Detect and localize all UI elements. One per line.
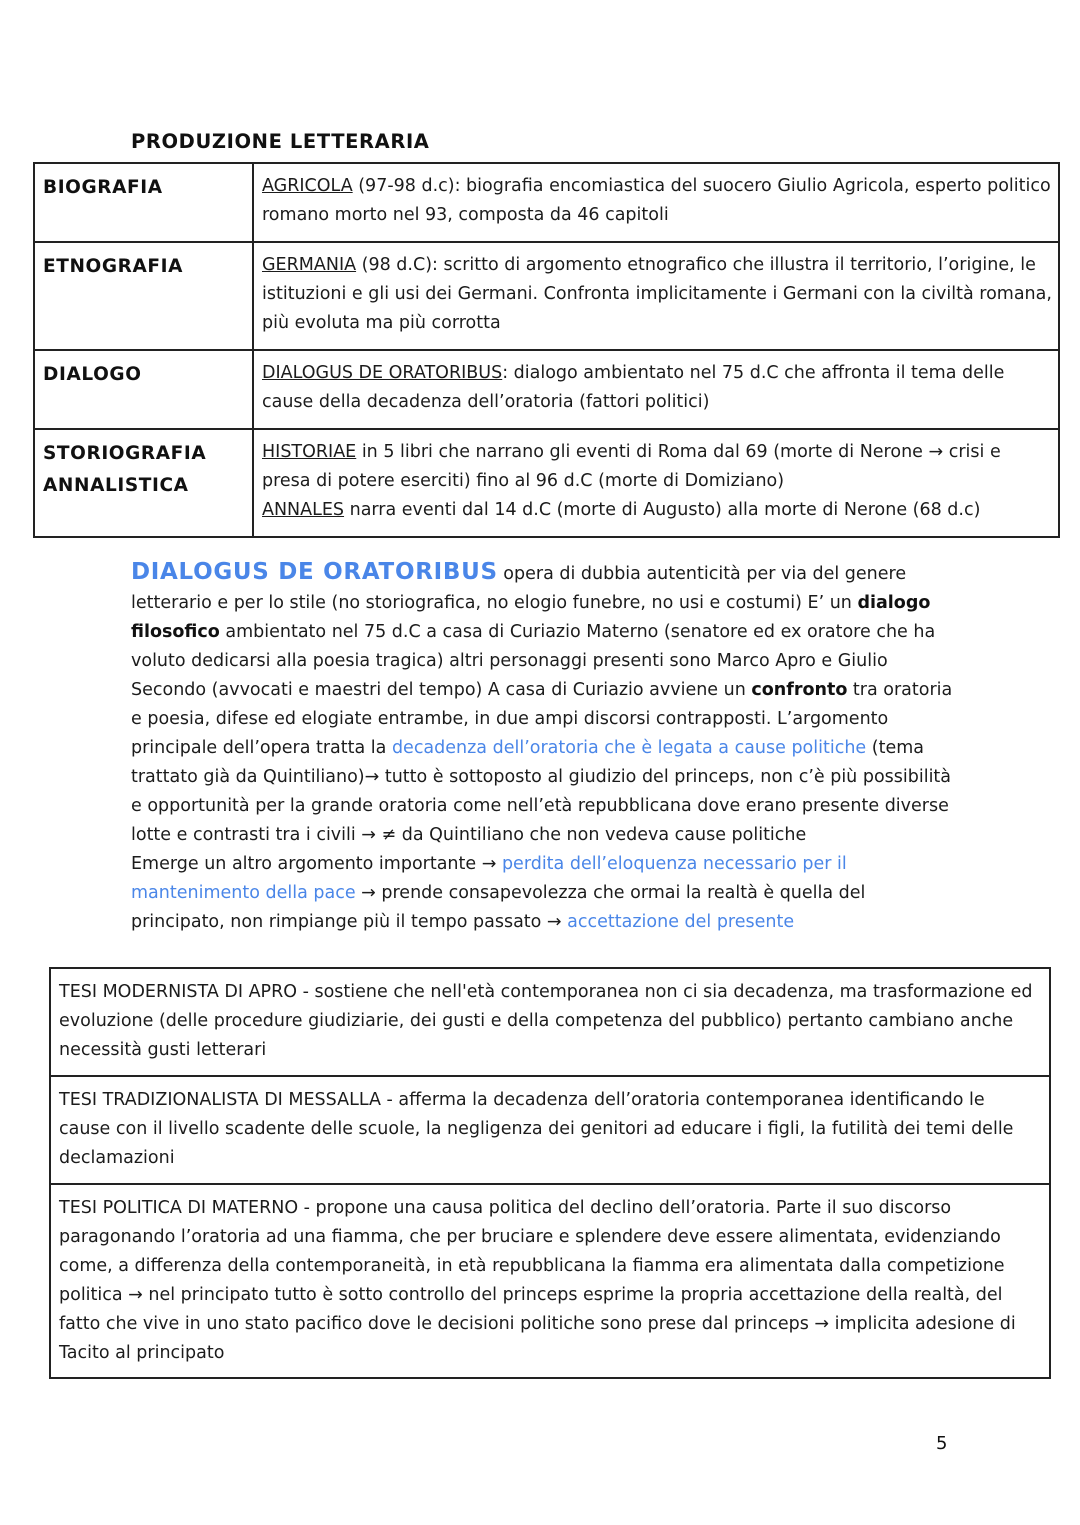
category-cell: BIOGRAFIA — [34, 163, 253, 242]
bold-term: dialogo filosofico — [131, 593, 931, 642]
literary-production-table — [33, 162, 1060, 538]
description-cell — [253, 242, 1059, 350]
body-text: tra oratoria e poesia, difese ed elogiate entrambe, in due ampi discorsi contrapposti. L’argomento principale dell’opera tratta la — [131, 680, 953, 758]
category-cell: STORIOGRAFIA ANNALISTICA — [34, 429, 253, 537]
category-cell: DIALOGO — [34, 350, 253, 429]
table-row — [50, 1076, 1050, 1184]
thesis-messalla: TESI TRADIZIONALISTA DI MESSALLA - afferma la decadenza dell’oratoria contemporanea identificando le cause con il livello scadente delle scuole, la negligenza dei genitori ad educare i figli, la futilità dei temi delle declamazioni — [50, 1076, 1050, 1184]
table-row — [34, 350, 1059, 429]
description-cell — [253, 429, 1059, 537]
section-heading: PRODUZIONE LETTERARIA — [131, 130, 430, 153]
work-title: GERMANIA — [262, 255, 357, 275]
table-row — [34, 242, 1059, 350]
body-text: → prende consapevolezza che ormai la realtà è quella del principato, non rimpiange più il tempo passato → — [131, 883, 866, 932]
thesis-apro: TESI MODERNISTA DI APRO - sostiene che nell'età contemporanea non ci sia decadenza, ma trasformazione ed evoluzione (delle procedure giudiziarie, dei gusti e della competenza del pubblico) pertanto cambiano anche necessità gusti letterari — [50, 968, 1050, 1076]
thesis-materno: TESI POLITICA DI MATERNO - propone una causa politica del declino dell’oratoria. Parte il suo discorso paragonando l’oratoria ad una fiamma, che per bruciare e splendere deve essere alimentata, evidenziando come, a differenza della contemporaneità, in età repubblicana la fiamma era alimentata dalla competizione politica → nel principato tutto è sotto controllo del princeps esprime la propria accettazione della realtà, del fatto che vive in uno stato pacifico dove le decisioni politiche sono prese dal princeps → implicita adesione di Tacito al principato — [50, 1184, 1050, 1378]
bold-term: confronto — [751, 680, 848, 700]
work-description: narra eventi dal 14 d.C (morte di Augusto) alla morte di Nerone (68 d.c) — [344, 500, 981, 520]
work-description: : dialogo ambientato nel 75 d.C che affronta il tema delle cause della decadenza dell’oratoria (fattori politici) — [262, 363, 1005, 412]
highlight-text: decadenza dell’oratoria che è legata a cause politiche — [391, 738, 867, 758]
work-title: AGRICOLA — [262, 176, 353, 196]
category-cell: ETNOGRAFIA — [34, 242, 253, 350]
theses-table — [49, 967, 1051, 1379]
work-description: (98 d.C): scritto di argomento etnografico che illustra il territorio, l’origine, le istituzioni e gli usi dei Germani. Confronta implicitamente i Germani con la civiltà romana, più evoluta ma più corrotta — [262, 255, 1052, 333]
description-cell — [253, 350, 1059, 429]
body-text: Emerge un altro argomento importante → — [131, 854, 502, 874]
table-row — [34, 163, 1059, 242]
work-title: ANNALES — [262, 500, 345, 520]
table-row — [50, 1184, 1050, 1378]
body-text: (tema trattato già da Quintiliano)→ tutto è sottoposto al giudizio del princeps, non c’è più possibilità e opportunità per la grande oratoria come nell’età repubblicana dove erano presente diverse lotte e contrasti tra i civili → ≠ da Quintiliano che non vedeva cause politiche — [131, 738, 952, 845]
work-title: DIALOGUS DE ORATORIBUS — [262, 363, 503, 383]
work-description: in 5 libri che narrano gli eventi di Roma dal 69 (morte di Nerone → crisi e presa di potere eserciti) fino al 96 d.C (morte di Domiziano) — [262, 442, 1001, 491]
dialogus-section — [131, 558, 961, 937]
work-description: (97-98 d.c): biografia encomiastica del suocero Giulio Agricola, esperto politico romano morto nel 93, composta da 46 capitoli — [262, 176, 1051, 225]
table-row — [50, 968, 1050, 1076]
page-number: 5 — [936, 1433, 948, 1454]
table-row — [34, 429, 1059, 537]
highlight-text: perdita dell’eloquenza necessario per il mantenimento della pace — [131, 854, 847, 903]
description-cell — [253, 163, 1059, 242]
work-title: HISTORIAE — [262, 442, 357, 462]
body-text: ambientato nel 75 d.C a casa di Curiazio Materno (senatore ed ex oratore che ha voluto dedicarsi alla poesia tragica) altri personaggi presenti sono Marco Apro e Giulio Secondo (avvocati e maestri del tempo) A casa di Curiazio avviene un — [131, 622, 936, 700]
highlight-text: accettazione del presente — [567, 912, 795, 932]
dialogus-title: DIALOGUS DE ORATORIBUS — [131, 559, 498, 585]
body-text: opera di dubbia autenticità per via del genere letterario e per lo stile (no storiografica, no elogio funebre, no usi e costumi) E’ un — [131, 564, 907, 613]
